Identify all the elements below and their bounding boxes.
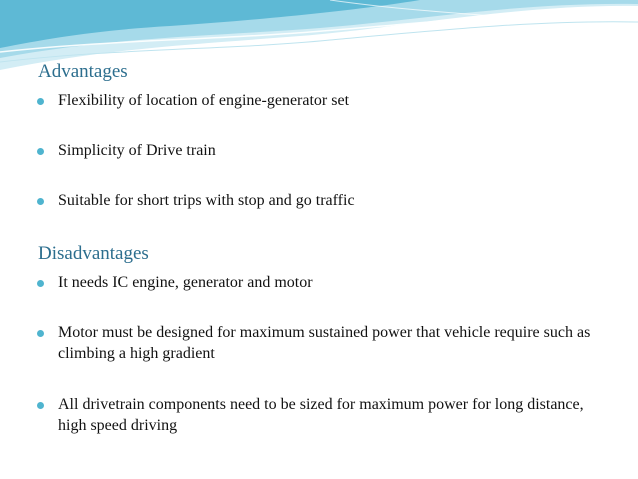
bullet-icon bbox=[37, 402, 44, 409]
list-item-text: Flexibility of location of engine-generator set bbox=[58, 92, 350, 109]
bullet-icon bbox=[37, 148, 44, 155]
advantages-heading: Advantages bbox=[38, 61, 128, 82]
bullet-icon bbox=[37, 198, 44, 205]
list-item-text: Suitable for short trips with stop and go traffic bbox=[58, 192, 355, 209]
bullet-icon bbox=[37, 330, 44, 337]
disadvantages-heading: Disadvantages bbox=[38, 243, 149, 264]
list-item-text: All drivetrain components need to be sized for maximum power for long distance, high speed driving bbox=[58, 396, 584, 434]
list-item-text: It needs IC engine, generator and motor bbox=[58, 274, 313, 291]
list-item-text: Simplicity of Drive train bbox=[58, 142, 216, 159]
bullet-icon bbox=[37, 280, 44, 287]
bullet-icon bbox=[37, 98, 44, 105]
list-item-text: Motor must be designed for maximum sustained power that vehicle require such as climbing a high gradient bbox=[58, 324, 591, 362]
